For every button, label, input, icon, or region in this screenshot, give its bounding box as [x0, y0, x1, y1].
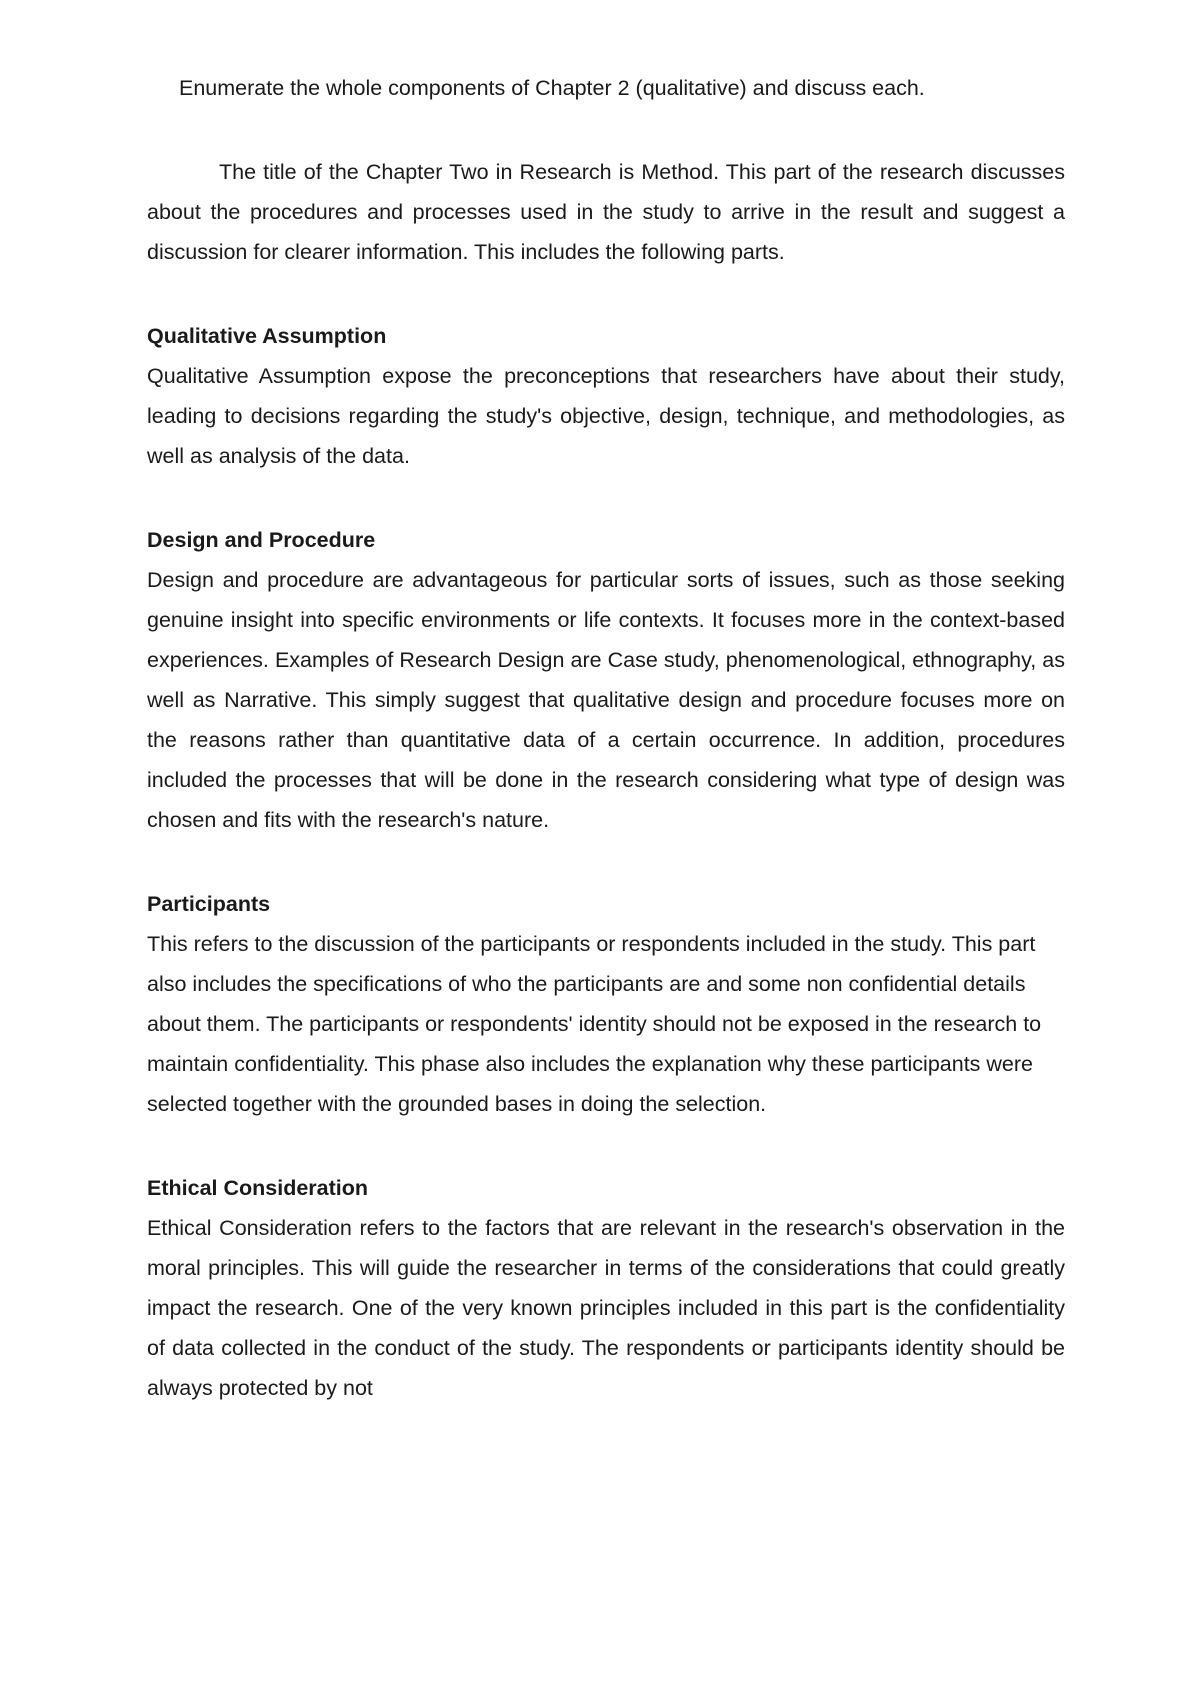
section-heading: Participants: [147, 892, 271, 916]
section-ethical-consideration: [147, 1168, 1065, 1408]
section-qualitative-assumption: [147, 316, 1065, 476]
section-heading: Qualitative Assumption: [147, 324, 387, 348]
section-body: Ethical Consideration refers to the factors that are relevant in the research's observation in the moral principles. This will guide the researcher in terms of the considerations that could greatly impact the research. One of the very known principles included in this part is the confidentiality of data collected in the conduct of the study. The respondents or participants identity should be always protected by not: [147, 1216, 1065, 1400]
question-text: Enumerate the whole components of Chapter 2 (qualitative) and discuss each.: [179, 76, 925, 100]
intro-paragraph: The title of the Chapter Two in Research is Method. This part of the research discusses about the procedures and processes used in the study to arrive in the result and suggest a discussion for clearer information. This includes the following parts.: [147, 160, 1065, 264]
section-design-and-procedure: [147, 520, 1065, 840]
section-body: Qualitative Assumption expose the preconceptions that researchers have about their study, leading to decisions regarding the study's objective, design, technique, and methodologies, as well as analysis of the data.: [147, 364, 1065, 468]
section-participants: [147, 884, 1065, 1124]
section-body: Design and procedure are advantageous for particular sorts of issues, such as those seeking genuine insight into specific environments or life contexts. It focuses more in the context-based experiences. Examples of Research Design are Case study, phenomenological, ethnography, as well as Narrative. This simply suggest that qualitative design and procedure focuses more on the reasons rather than quantitative data of a certain occurrence. In addition, procedures included the processes that will be done in the research considering what type of design was chosen and fits with the research's nature.: [147, 568, 1065, 832]
document-content: [147, 68, 1065, 1452]
section-heading: Design and Procedure: [147, 528, 376, 552]
section-heading: Ethical Consideration: [147, 1176, 369, 1200]
section-body: This refers to the discussion of the participants or respondents included in the study. This part also includes the specifications of who the participants are and some non confidential details about them. The participants or respondents' identity should not be exposed in the research to maintain confidentiality. This phase also includes the explanation why these participants were selected together with the grounded bases in doing the selection.: [147, 932, 1042, 1116]
